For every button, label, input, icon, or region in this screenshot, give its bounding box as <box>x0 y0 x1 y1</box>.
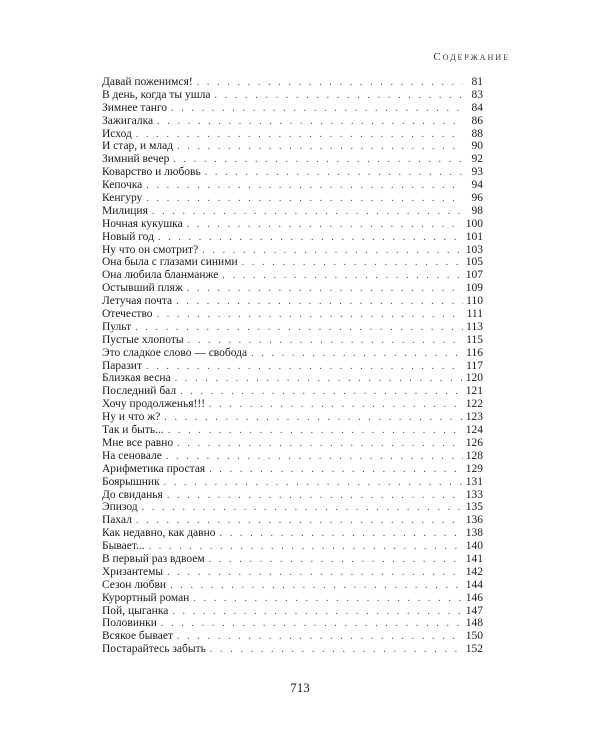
toc-entry-page: 142 <box>465 565 483 578</box>
toc-entry-page: 94 <box>471 179 483 192</box>
toc-entry-page: 147 <box>465 604 483 617</box>
toc-entry-title: Так и быть... <box>102 424 164 437</box>
toc-leader-dots <box>187 219 463 231</box>
toc-entry-page: 124 <box>465 424 483 437</box>
toc-leader-dots <box>167 567 463 579</box>
toc-entry[interactable] <box>102 398 483 411</box>
toc-leader-dots <box>202 245 463 257</box>
toc-entry-page: 141 <box>465 552 483 565</box>
toc-entry-title: Бывает... <box>102 540 145 553</box>
toc-leader-dots <box>222 270 463 282</box>
toc-entry-page: 123 <box>465 411 483 424</box>
toc-entry-title: Паразит <box>102 359 142 372</box>
toc-leader-dots <box>136 129 463 141</box>
toc-entry-title: Остывший пляж <box>102 282 183 295</box>
toc-entry[interactable] <box>102 489 483 502</box>
toc-entry-title: Зажигалка <box>102 114 154 127</box>
toc-entry-page: 98 <box>471 204 483 217</box>
toc-entry-page: 140 <box>465 540 483 553</box>
toc-entry-page: 120 <box>465 372 483 385</box>
toc-entry-title: И стар, и млад <box>102 140 174 153</box>
toc-entry-page: 92 <box>471 153 483 166</box>
toc-entry[interactable] <box>102 476 483 489</box>
toc-entry-title: Милиция <box>102 204 148 217</box>
toc-entry-title: Летучая почта <box>102 295 173 308</box>
toc-entry-page: 152 <box>465 643 483 656</box>
toc-entry[interactable] <box>102 437 483 450</box>
toc-leader-dots <box>175 373 463 385</box>
toc-entry-title: Пульт <box>102 320 132 333</box>
toc-leader-dots <box>164 477 463 489</box>
toc-entry-page: 86 <box>471 114 483 127</box>
toc-leader-dots <box>177 438 463 450</box>
toc-entry-page: 133 <box>465 488 483 501</box>
toc-entry-title: Это сладкое слово — свобода <box>102 346 248 359</box>
toc-entry-page: 103 <box>465 243 483 256</box>
toc-entry[interactable] <box>102 308 483 321</box>
toc-entry-page: 129 <box>465 462 483 475</box>
toc-entry-page: 90 <box>471 140 483 153</box>
toc-leader-dots <box>173 154 463 166</box>
toc-entry[interactable] <box>102 321 483 334</box>
toc-entry-title: Половинки <box>102 617 157 630</box>
toc-entry-title: Ночная кукушка <box>102 217 183 230</box>
toc-entry-title: Отечество <box>102 308 153 321</box>
toc-entry[interactable] <box>102 553 483 566</box>
toc-entry-title: На сеновале <box>102 449 162 462</box>
toc-entry[interactable] <box>102 179 483 192</box>
toc-entry[interactable] <box>102 372 483 385</box>
toc-entry[interactable] <box>102 605 483 618</box>
toc-leader-dots <box>251 348 463 360</box>
toc-entry-title: Пахал <box>102 514 132 527</box>
toc-entry[interactable] <box>102 166 483 179</box>
toc-entry-title: Исход <box>102 127 132 140</box>
toc-entry-page: 100 <box>465 217 483 230</box>
toc-leader-dots <box>193 593 463 605</box>
toc-entry-title: Боярышник <box>102 475 160 488</box>
toc-leader-dots <box>209 399 463 411</box>
toc-entry[interactable] <box>102 140 483 153</box>
toc-entry-title: Зимний вечер <box>102 153 170 166</box>
toc-entry-page: 121 <box>465 385 483 398</box>
toc-entry[interactable] <box>102 527 483 540</box>
toc-leader-dots <box>171 103 463 115</box>
toc-entry-title: Ну и что ж? <box>102 411 161 424</box>
toc-entry-page: 135 <box>465 501 483 514</box>
toc-entry-title: В первый раз вдвоем <box>102 552 205 565</box>
toc-leader-dots <box>177 631 463 643</box>
toc-entry-title: Давай поженимся! <box>102 76 193 88</box>
toc-entry[interactable] <box>102 501 483 514</box>
toc-entry-title: Постарайтесь забыть <box>102 643 206 656</box>
toc-entry[interactable] <box>102 256 483 269</box>
toc-entry-title: Мне все равно <box>102 436 174 449</box>
toc-entry[interactable] <box>102 579 483 592</box>
toc-leader-dots <box>149 541 463 553</box>
toc-leader-dots <box>157 309 463 321</box>
toc-entry-page: 83 <box>471 88 483 101</box>
toc-leader-dots <box>176 296 463 308</box>
toc-leader-dots <box>157 116 463 128</box>
toc-entry[interactable] <box>102 643 483 656</box>
toc-leader-dots <box>172 606 463 618</box>
toc-entry-title: Зимнее танго <box>102 101 168 114</box>
toc-entry[interactable] <box>102 89 483 102</box>
toc-entry-page: 88 <box>471 127 483 140</box>
toc-entry[interactable] <box>102 192 483 205</box>
running-header: Содержание <box>433 51 510 63</box>
toc-entry[interactable] <box>102 128 483 141</box>
toc-entry-page: 148 <box>465 617 483 630</box>
toc-entry[interactable] <box>102 218 483 231</box>
toc-leader-dots <box>158 232 463 244</box>
toc-entry[interactable] <box>102 360 483 373</box>
toc-entry[interactable] <box>102 295 483 308</box>
toc-entry[interactable] <box>102 450 483 463</box>
toc-leader-dots <box>177 141 463 153</box>
toc-leader-dots <box>197 77 463 89</box>
toc-entry[interactable] <box>102 102 483 115</box>
toc-leader-dots <box>135 322 463 334</box>
toc-entry-title: Сезон любви <box>102 578 167 591</box>
toc-entry-page: 81 <box>471 76 483 88</box>
toc-entry[interactable] <box>102 463 483 476</box>
toc-entry-page: 107 <box>465 269 483 282</box>
toc-entry[interactable] <box>102 592 483 605</box>
toc-entry[interactable] <box>102 617 483 630</box>
toc-entry[interactable] <box>102 347 483 360</box>
toc-leader-dots <box>188 335 463 347</box>
toc-leader-dots <box>209 554 463 566</box>
toc-entry[interactable] <box>102 411 483 424</box>
toc-entry[interactable] <box>102 76 483 89</box>
toc-entry-title: В день, когда ты ушла <box>102 88 211 101</box>
toc-entry[interactable] <box>102 424 483 437</box>
toc-leader-dots <box>170 580 463 592</box>
toc-entry-title: Она любила бланманже <box>102 269 219 282</box>
toc-entry-page: 146 <box>465 591 483 604</box>
toc-entry[interactable] <box>102 385 483 398</box>
toc-entry[interactable] <box>102 566 483 579</box>
toc-leader-dots <box>209 464 463 476</box>
toc-leader-dots <box>210 644 463 656</box>
toc-entry-page: 138 <box>465 527 483 540</box>
toc-entry-page: 110 <box>466 295 483 308</box>
toc-leader-dots <box>136 515 463 527</box>
toc-entry-title: Курортный роман <box>102 591 190 604</box>
toc-entry[interactable] <box>102 153 483 166</box>
toc-entry-title: Кепочка <box>102 179 143 192</box>
toc-entry-title: Близкая весна <box>102 372 171 385</box>
toc-leader-dots <box>205 167 463 179</box>
toc-entry-title: Всякое бывает <box>102 630 174 643</box>
toc-entry-page: 105 <box>465 256 483 269</box>
toc-entry-page: 101 <box>465 230 483 243</box>
toc-entry-title: Новый год <box>102 230 154 243</box>
toc-entry[interactable] <box>102 514 483 527</box>
toc-entry[interactable] <box>102 231 483 244</box>
toc-entry-title: Пой, цыганка <box>102 604 169 617</box>
toc-entry-title: Кенгуру <box>102 192 143 205</box>
toc-entry[interactable] <box>102 540 483 553</box>
toc-entry-title: Коварство и любовь <box>102 166 201 179</box>
toc-entry-page: 111 <box>466 308 483 321</box>
toc-entry-page: 150 <box>465 630 483 643</box>
toc-entry-title: Как недавно, как давно <box>102 527 216 540</box>
toc-leader-dots <box>187 283 463 295</box>
toc-leader-dots <box>220 528 463 540</box>
toc-entry-page: 144 <box>465 578 483 591</box>
toc-leader-dots <box>161 618 463 630</box>
toc-entry[interactable] <box>102 630 483 643</box>
toc-entry[interactable] <box>102 282 483 295</box>
toc-entry-page: 126 <box>465 436 483 449</box>
toc-leader-dots <box>166 451 463 463</box>
toc-leader-dots <box>146 180 463 192</box>
table-of-contents <box>102 76 483 656</box>
toc-entry-title: Последний бал <box>102 385 177 398</box>
toc-leader-dots <box>242 257 463 269</box>
toc-entry-page: 117 <box>466 359 483 372</box>
toc-entry[interactable] <box>102 115 483 128</box>
page-number: 713 <box>290 680 310 695</box>
toc-leader-dots <box>164 412 463 424</box>
toc-entry[interactable] <box>102 244 483 257</box>
toc-entry-title: До свиданья <box>102 488 163 501</box>
toc-entry-page: 84 <box>471 101 483 114</box>
toc-leader-dots <box>152 206 463 218</box>
toc-entry-page: 131 <box>465 475 483 488</box>
toc-leader-dots <box>180 386 463 398</box>
toc-entry-page: 122 <box>465 398 483 411</box>
toc-entry[interactable] <box>102 205 483 218</box>
toc-entry-page: 109 <box>465 282 483 295</box>
toc-leader-dots <box>214 90 463 102</box>
toc-entry-title: Эпизод <box>102 501 138 514</box>
toc-entry[interactable] <box>102 269 483 282</box>
toc-entry-page: 115 <box>466 333 483 346</box>
toc-leader-dots <box>168 425 463 437</box>
toc-leader-dots <box>167 490 463 502</box>
toc-entry-title: Пустые хлопоты <box>102 333 184 346</box>
toc-entry-title: Хочу продолженья!!! <box>102 398 206 411</box>
toc-entry-page: 116 <box>466 346 483 359</box>
toc-entry-page: 96 <box>471 192 483 205</box>
toc-entry-title: Хризантемы <box>102 565 164 578</box>
toc-entry-page: 113 <box>466 320 483 333</box>
toc-entry-page: 93 <box>471 166 483 179</box>
toc-entry-page: 136 <box>465 514 483 527</box>
toc-leader-dots <box>142 502 463 514</box>
toc-leader-dots <box>146 193 463 205</box>
toc-entry-title: Арифметика простая <box>102 462 206 475</box>
toc-entry[interactable] <box>102 334 483 347</box>
toc-entry-page: 128 <box>465 449 483 462</box>
toc-entry-title: Она была с глазами синими <box>102 256 238 269</box>
toc-entry-title: Ну что он смотрит? <box>102 243 199 256</box>
toc-leader-dots <box>146 361 463 373</box>
